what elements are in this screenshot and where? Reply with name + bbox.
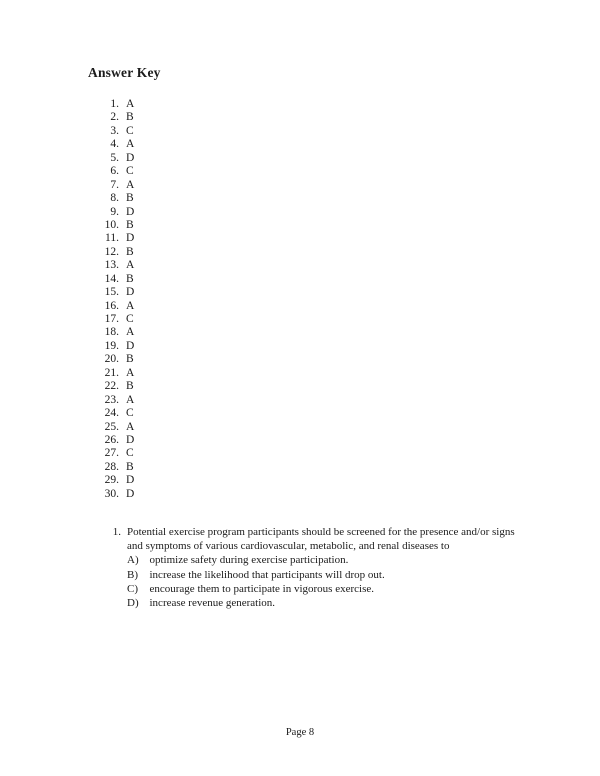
answer-number: 26.: [104, 433, 119, 446]
answer-number: 5.: [110, 151, 119, 164]
option-text: increase revenue generation.: [149, 597, 276, 610]
answer-letter: D: [126, 339, 135, 352]
answer-number: 2.: [110, 111, 119, 124]
answer-key-row: [0, 152, 134, 165]
answer-key-row: [0, 219, 134, 232]
answer-number: 30.: [104, 487, 119, 500]
option-row: [127, 596, 545, 610]
option-text: optimize safety during exercise participation.: [149, 554, 349, 567]
answer-key-row: [0, 300, 134, 313]
question-text-line: and symptoms of various cardiovascular, metabolic, and renal diseases to: [127, 540, 450, 553]
answer-letter: C: [126, 124, 134, 137]
answer-number: 22.: [104, 380, 119, 393]
answer-letter: D: [126, 151, 135, 164]
answer-key-row: [0, 313, 134, 326]
answer-letter: C: [126, 447, 134, 460]
answer-key-row: [0, 273, 134, 286]
answer-key-row: [0, 165, 134, 178]
answer-key-row: [0, 192, 134, 205]
answer-number: 27.: [104, 447, 119, 460]
answer-letter: C: [126, 407, 134, 420]
answer-key-row: [0, 206, 134, 219]
answer-letter: A: [126, 259, 135, 272]
page-number: Page 8: [285, 727, 315, 738]
answer-key-row: [0, 421, 134, 434]
answer-letter: B: [126, 380, 134, 393]
answer-number: 9.: [110, 205, 119, 218]
answer-letter: D: [126, 433, 135, 446]
question-text-line: Potential exercise program participants should be screened for the presence and/or signs: [127, 526, 515, 538]
answer-key-row: [0, 138, 134, 151]
answer-letter: A: [126, 326, 135, 339]
answer-letter: B: [126, 245, 134, 258]
option-row: [127, 568, 545, 582]
option-text: increase the likelihood that participants will drop out.: [149, 568, 385, 581]
answer-key-row: [0, 179, 134, 192]
answer-letter: B: [126, 111, 134, 124]
answer-number: 4.: [110, 138, 119, 151]
option-label: A): [127, 554, 139, 567]
answer-letter: D: [126, 232, 135, 245]
answer-letter: D: [126, 474, 135, 487]
option-row: [127, 553, 545, 567]
answer-letter: B: [126, 460, 134, 473]
answer-key-row: [0, 461, 134, 474]
answer-letter: A: [126, 178, 135, 191]
answer-letter: C: [126, 165, 134, 178]
answer-number: 6.: [110, 165, 119, 178]
options-list: [127, 553, 545, 610]
answer-key-row: [0, 125, 134, 138]
answer-letter: A: [126, 98, 135, 110]
answer-key-row: [0, 246, 134, 259]
answer-number: 14.: [104, 272, 119, 285]
answer-number: 24.: [104, 407, 119, 420]
answer-key-row: [0, 367, 134, 380]
answer-letter: B: [126, 192, 134, 205]
answer-key-row: [0, 340, 134, 353]
option-label: C): [127, 582, 138, 595]
answer-number: 8.: [110, 192, 119, 205]
answer-key-row: [0, 380, 134, 393]
page-title: Answer Key: [88, 65, 161, 80]
answer-letter: B: [126, 218, 134, 231]
answer-number: 10.: [104, 218, 119, 231]
question-number: 1.: [112, 526, 121, 538]
answer-number: 1.: [110, 98, 119, 110]
answer-number: 12.: [104, 245, 119, 258]
answer-number: 28.: [104, 460, 119, 473]
answer-key-row: [0, 447, 134, 460]
answer-key-row: [0, 286, 134, 299]
answer-key-row: [0, 259, 134, 272]
answer-letter: D: [126, 487, 135, 500]
answer-number: 25.: [104, 420, 119, 433]
answer-letter: A: [126, 393, 135, 406]
question-block: [0, 525, 545, 610]
answer-key-row: [0, 232, 134, 245]
answer-number: 19.: [104, 339, 119, 352]
answer-key-row: [0, 488, 134, 501]
answer-key-row: [0, 353, 134, 366]
answer-key-list: [0, 98, 134, 501]
option-text: encourage them to participate in vigorous exercise.: [149, 582, 374, 595]
answer-letter: B: [126, 272, 134, 285]
answer-key-row: [0, 434, 134, 447]
answer-key-row: [0, 111, 134, 124]
answer-key-row: [0, 474, 134, 487]
answer-number: 20.: [104, 353, 119, 366]
answer-key-row: [0, 394, 134, 407]
answer-number: 17.: [104, 313, 119, 325]
answer-number: 3.: [110, 124, 119, 137]
answer-number: 16.: [104, 299, 119, 312]
answer-letter: A: [126, 299, 135, 312]
answer-letter: C: [126, 313, 134, 325]
answer-number: 15.: [104, 286, 119, 299]
question-body: [127, 525, 545, 610]
answer-number: 11.: [105, 232, 119, 245]
answer-letter: A: [126, 420, 135, 433]
answer-number: 13.: [104, 259, 119, 272]
answer-letter: A: [126, 138, 135, 151]
answer-key-row: [0, 407, 134, 420]
option-label: D): [127, 597, 139, 610]
answer-number: 23.: [104, 393, 119, 406]
option-row: [127, 582, 545, 596]
answer-number: 7.: [110, 178, 119, 191]
page-footer: [0, 726, 600, 740]
option-label: B): [127, 568, 138, 581]
answer-letter: B: [126, 353, 134, 366]
answer-letter: A: [126, 366, 135, 379]
answer-letter: D: [126, 205, 135, 218]
answer-number: 21.: [104, 366, 119, 379]
answer-number: 18.: [104, 326, 119, 339]
answer-letter: D: [126, 286, 135, 299]
answer-key-row: [0, 326, 134, 339]
answer-key-row: [0, 98, 134, 111]
answer-number: 29.: [104, 474, 119, 487]
